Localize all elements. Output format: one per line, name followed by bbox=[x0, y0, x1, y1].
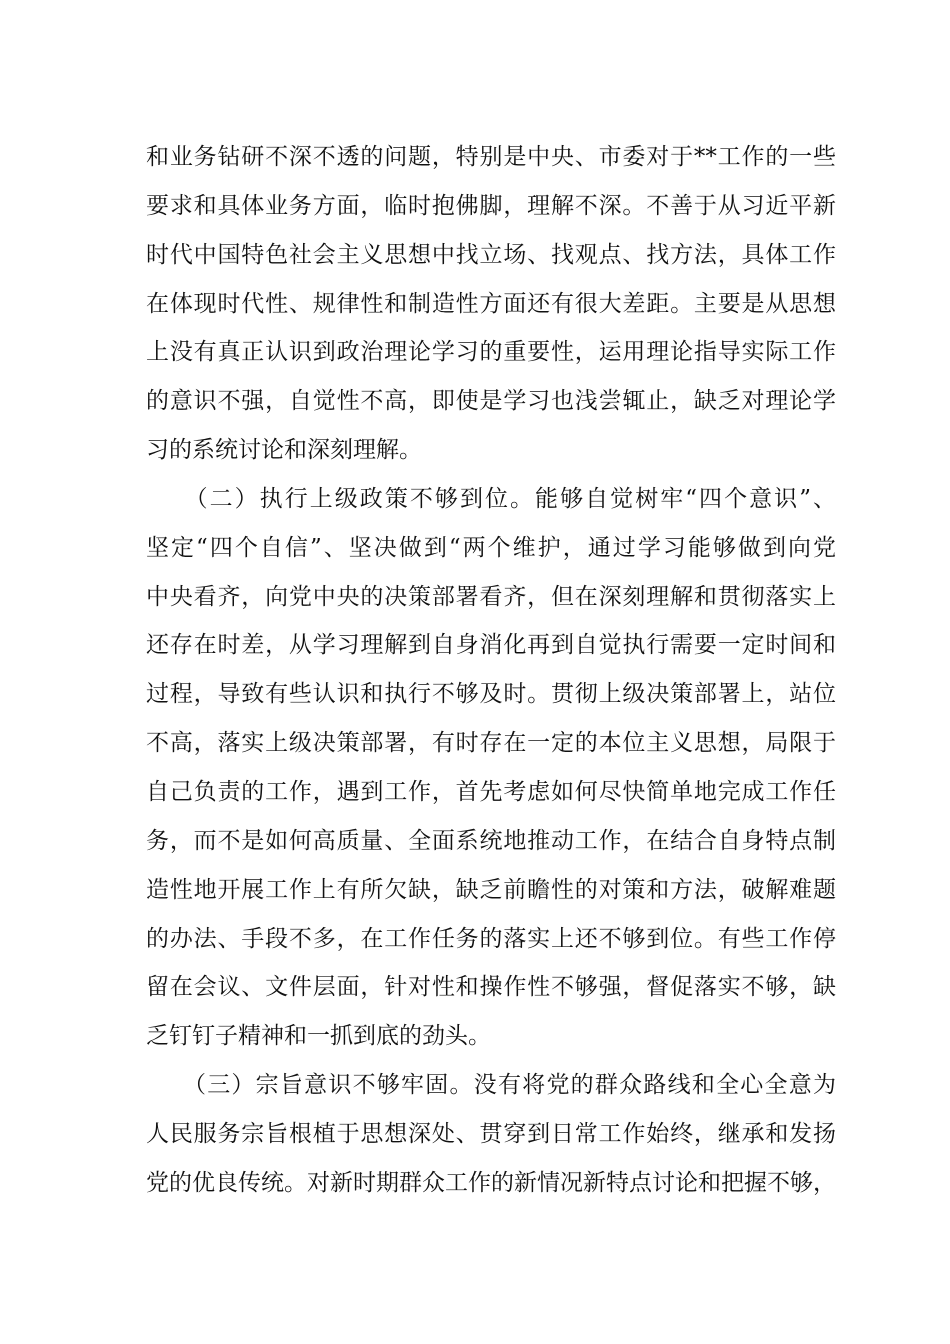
text-line: 要求和具体业务方面，临时抱佛脚，理解不深。不善于从习近平新 bbox=[146, 192, 836, 219]
text-line: 中央看齐，向党中央的决策部署看齐，但在深刻理解和贯彻落实上 bbox=[146, 583, 836, 610]
text-line: 的意识不强，自觉性不高，即使是学习也浅尝辄止，缺乏对理论学 bbox=[146, 388, 836, 415]
text-line: 坚定“四个自信”、坚决做到“两个维护，通过学习能够做到向党 bbox=[146, 534, 836, 561]
text-line: 党的优良传统。对新时期群众工作的新情况新特点讨论和把握不够， bbox=[146, 1169, 836, 1196]
text-line: 造性地开展工作上有所欠缺，缺乏前瞻性的对策和方法，破解难题 bbox=[146, 876, 836, 903]
text-line: 人民服务宗旨根植于思想深处、贯穿到日常工作始终，继承和发扬 bbox=[146, 1120, 836, 1147]
section-heading-line: （二）执行上级政策不够到位。能够自觉树牢“四个意识”、 bbox=[146, 485, 836, 512]
text-line: 还存在时差，从学习理解到自身消化再到自觉执行需要一定时间和 bbox=[146, 632, 836, 659]
section-heading-line: （三）宗旨意识不够牢固。没有将党的群众路线和全心全意为 bbox=[146, 1072, 836, 1099]
text-line: 留在会议、文件层面，针对性和操作性不够强，督促落实不够，缺 bbox=[146, 974, 836, 1001]
text-line: 和业务钻研不深不透的问题，特别是中央、市委对于**工作的一些 bbox=[146, 144, 836, 170]
text-line: 不高，落实上级决策部署，有时存在一定的本位主义思想，局限于 bbox=[146, 730, 836, 757]
text-line: 乏钉钉子精神和一抓到底的劲头。 bbox=[146, 1023, 491, 1050]
text-line: 习的系统讨论和深刻理解。 bbox=[146, 437, 422, 464]
text-line: 务，而不是如何高质量、全面系统地推动工作，在结合自身特点制 bbox=[146, 827, 836, 854]
text-line: 上没有真正认识到政治理论学习的重要性，运用理论指导实际工作 bbox=[146, 339, 836, 366]
text-line: 在体现时代性、规律性和制造性方面还有很大差距。主要是从思想 bbox=[146, 290, 836, 317]
text-line: 的办法、手段不多，在工作任务的落实上还不够到位。有些工作停 bbox=[146, 925, 836, 952]
body-text bbox=[146, 133, 836, 1208]
text-line: 时代中国特色社会主义思想中找立场、找观点、找方法，具体工作 bbox=[146, 241, 836, 268]
text-line: 自己负责的工作，遇到工作，首先考虑如何尽快简单地完成工作任 bbox=[146, 778, 836, 805]
text-line: 过程，导致有些认识和执行不够及时。贯彻上级决策部署上，站位 bbox=[146, 681, 836, 708]
